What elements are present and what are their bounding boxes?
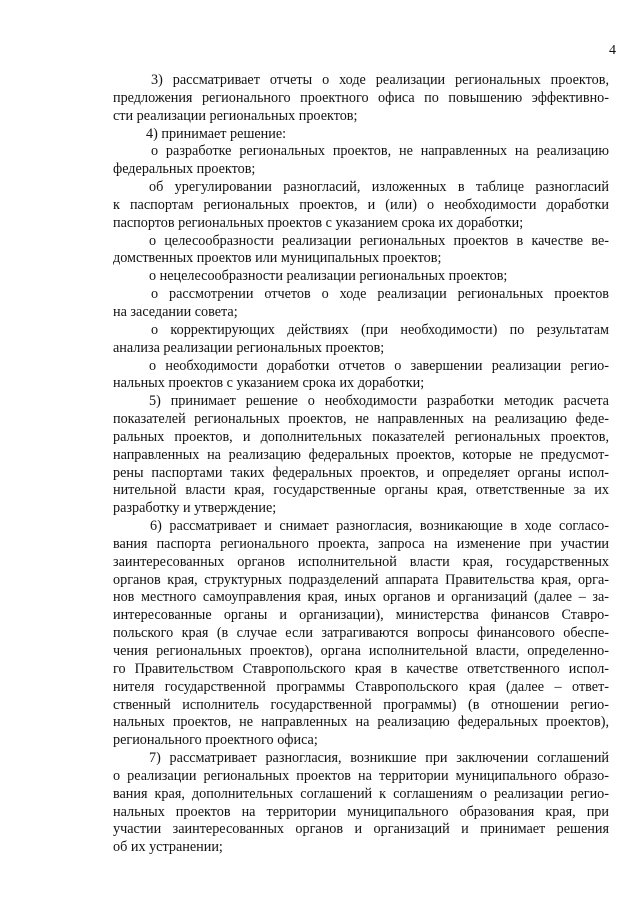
paragraph: [113, 286, 609, 322]
paragraph: [113, 72, 609, 126]
text-line: 3) рассматривает отчеты о ходе реализации региональных проектов,: [151, 72, 609, 88]
text-line: ральных проектов, и дополнительных показателей региональных проектов,: [113, 428, 609, 445]
paragraph: [113, 750, 609, 857]
text-line: нителя государственной программы Ставропольского края (далее – ответ-: [113, 678, 609, 695]
text-line: домственных проектов или муниципальных проектов;: [113, 250, 442, 267]
text-line: о корректирующих действиях (при необходимости) по результатам: [151, 321, 609, 338]
text-line: регионального проектного офиса;: [113, 732, 318, 749]
text-line: чения региональных проектов), органа исполнительной власти, определенно-: [113, 643, 609, 659]
text-line: о целесообразности реализации региональных проектов в качестве ве-: [149, 232, 609, 249]
text-line: направленных на реализацию федеральных проектов, которые не предусмот-: [113, 446, 609, 463]
text-line: 5) принимает решение о необходимости разработки методик расчета: [149, 393, 609, 410]
text-line: нальных проектов, не направленных на реализацию федеральных проектов),: [113, 714, 609, 731]
text-line: о реализации региональных проектов на территории муниципального образо-: [113, 767, 609, 784]
paragraph: [113, 268, 609, 286]
text-line: 4) принимает решение:: [146, 125, 287, 142]
text-line: нальных проектов на территории муниципального образования края, при: [113, 803, 609, 820]
document-body: [113, 72, 609, 857]
paragraph: [113, 143, 609, 179]
text-line: об их устранении;: [113, 839, 223, 856]
text-line: интересованные органы и организации), министерства финансов Ставро-: [113, 607, 609, 624]
paragraph: [113, 179, 609, 233]
paragraph: [113, 358, 609, 394]
paragraph: [113, 322, 609, 358]
text-line: органов края, структурных подразделений аппарата Правительства края, орга-: [113, 571, 609, 588]
text-line: вания края, дополнительных соглашений к соглашениям о реализации регио-: [113, 785, 609, 802]
text-line: 6) рассматривает и снимает разногласия, возникающие в ходе согласо-: [150, 518, 609, 535]
text-line: ственный исполнитель государственной программы) (в отношении регио-: [113, 696, 609, 713]
text-line: нительной власти края, государственные органы края, ответственные за их: [113, 482, 609, 499]
paragraph: [113, 126, 609, 144]
text-line: го Правительством Ставропольского края в качестве ответственного испол-: [113, 660, 609, 677]
paragraph: [113, 393, 609, 518]
paragraph: [113, 518, 609, 750]
text-line: предложения регионального проектного офиса по повышению эффективно-: [113, 89, 609, 106]
text-line: об урегулировании разногласий, изложенных в таблице разногласий: [149, 179, 609, 196]
text-line: сти реализации региональных проектов;: [113, 107, 358, 124]
text-line: федеральных проектов;: [113, 161, 256, 178]
text-line: нов местного самоуправления края, иных органов и организаций (далее – за-: [113, 589, 609, 606]
text-line: о рассмотрении отчетов о ходе реализации региональных проектов: [151, 286, 609, 303]
text-line: нальных проектов с указанием срока их доработки;: [113, 375, 425, 392]
text-line: показателей региональных проектов, не направленных на реализацию феде-: [113, 411, 609, 428]
page-number: 4: [609, 43, 616, 58]
text-line: участии заинтересованных органов и организаций и принимает решения: [113, 821, 609, 838]
paragraph: [113, 233, 609, 269]
text-line: паспортов региональных проектов с указанием срока их доработки;: [113, 214, 524, 231]
text-line: анализа реализации региональных проектов;: [113, 339, 385, 356]
text-line: о разработке региональных проектов, не направленных на реализацию: [151, 143, 609, 160]
text-line: к паспортам региональных проектов, и (или) о необходимости доработки: [113, 196, 609, 213]
text-line: польского края (в случае если затрагиваются вопросы финансового обеспе-: [113, 625, 609, 642]
text-line: о необходимости доработки отчетов о завершении реализации регио-: [149, 357, 609, 374]
text-line: вания паспорта регионального проекта, запроса на изменение при участии: [113, 535, 609, 552]
text-line: заинтересованных органов исполнительной власти края, государственных: [113, 553, 609, 570]
text-line: о нецелесообразности реализации региональных проектов;: [149, 268, 508, 285]
text-line: 7) рассматривает разногласия, возникшие при заключении соглашений: [149, 750, 609, 767]
text-line: разработку и утверждение;: [113, 500, 277, 517]
text-line: на заседании совета;: [113, 303, 238, 320]
text-line: рены паспортами таких федеральных проектов, и определяет органы испол-: [113, 464, 609, 481]
